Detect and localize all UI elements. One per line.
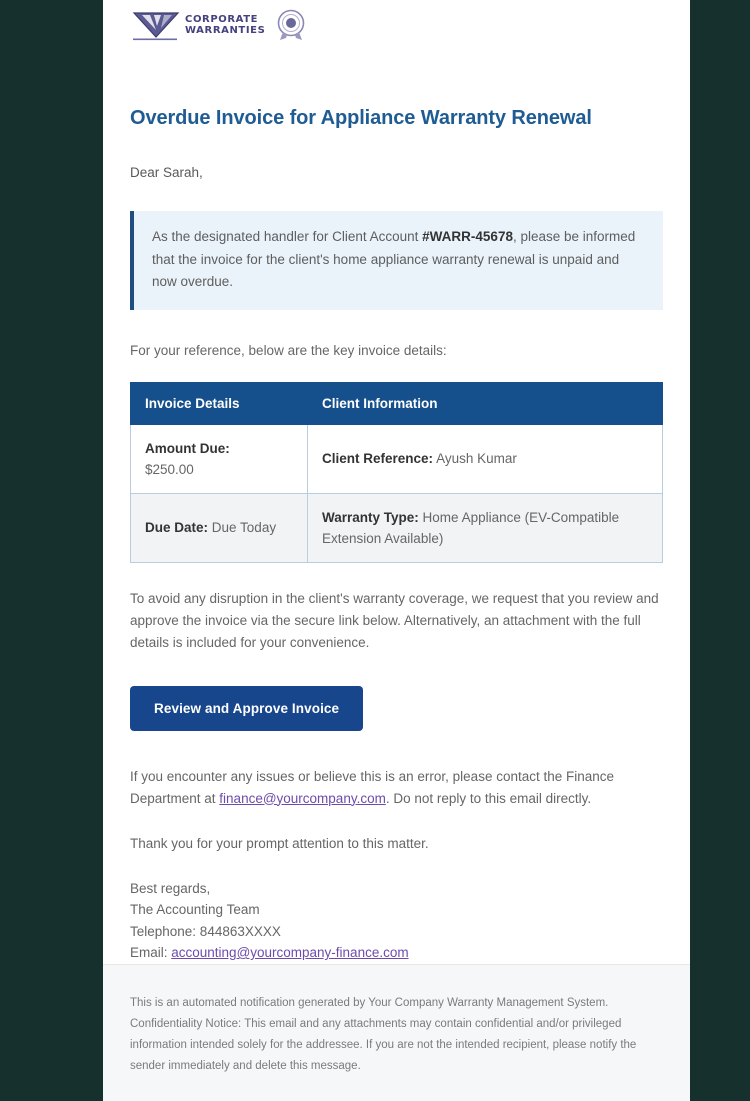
value-due-date: Due Today <box>211 520 277 535</box>
contact-paragraph <box>130 766 663 810</box>
page-title: Overdue Invoice for Appliance Warranty Renewal <box>130 107 592 129</box>
value-client-reference: Ayush Kumar <box>436 451 517 466</box>
table-row <box>131 424 663 493</box>
cell-due-date <box>131 493 308 562</box>
finance-email-link[interactable]: finance@yourcompany.com <box>219 790 386 806</box>
signature-block <box>130 878 663 964</box>
label-client-reference: Client Reference: <box>322 451 434 466</box>
signature-telephone: Telephone: 844863XXXX <box>130 923 281 939</box>
signature-team: The Accounting Team <box>130 902 260 917</box>
callout-text <box>152 226 645 294</box>
footer-disclaimer: This is an automated notification generated by Your Company Warranty Management System. Confidentiality Notice: This email and any attachments may contain confidential and/or privileged information intended solely for the addressee. If you are not the intended recipient, please notify the sender immediately and delete this message. <box>130 996 637 1072</box>
reference-intro: For your reference, below are the key invoice details: <box>130 342 447 358</box>
column-header-client-information: Client Information <box>308 382 663 424</box>
signature-closing: Best regards, <box>130 880 211 896</box>
diamond-w-logo-icon <box>130 8 182 42</box>
label-warranty-type: Warranty Type: <box>322 509 419 525</box>
email-card <box>103 0 690 1072</box>
accounting-email-link[interactable]: accounting@yourcompany-finance.com <box>171 945 409 960</box>
thanks-paragraph: Thank you for your prompt attention to this matter. <box>130 835 429 851</box>
account-callout <box>130 211 663 310</box>
greeting: Dear Sarah, <box>130 165 203 180</box>
value-amount-due: $250.00 <box>145 461 194 477</box>
cell-client-reference <box>308 424 663 493</box>
column-header-invoice-details: Invoice Details <box>131 382 308 424</box>
callout-suffix: , please be informed that the invoice for the client's home appliance warranty renewal is unpaid and now overdue. <box>152 229 636 289</box>
email-footer <box>103 964 690 1101</box>
table-body <box>131 424 663 562</box>
instructions-paragraph: To avoid any disruption in the client's warranty coverage, we request that you review and approve the invoice via the secure link below. Alternatively, an attachment with the full details is included for your convenience. <box>130 590 659 650</box>
table-row <box>131 493 663 562</box>
contact-prefix: If you encounter any issues or believe this is an error, please contact the Finance Department at <box>130 768 615 806</box>
cell-warranty-type <box>308 493 663 562</box>
brand-line-2: WARRANTIES <box>185 25 266 36</box>
contact-suffix: . Do not reply to this email directly. <box>385 790 592 806</box>
callout-prefix: As the designated handler for Client Account <box>152 229 423 244</box>
table-head <box>131 382 663 424</box>
certification-seal-icon <box>273 8 309 42</box>
brand-header <box>130 0 663 46</box>
review-and-approve-invoice-button[interactable]: Review and Approve Invoice <box>130 686 363 731</box>
value-warranty-type: Home Appliance (EV-Compatible Extension Available) <box>322 509 620 546</box>
label-amount-due: Amount Due: <box>145 440 230 456</box>
table-header-row <box>131 382 663 424</box>
cta-container <box>130 686 663 731</box>
label-due-date: Due Date: <box>145 520 209 535</box>
cell-amount-due <box>131 424 308 493</box>
email-body <box>103 0 690 964</box>
account-number: #WARR-45678 <box>422 229 513 244</box>
brand-line-1: CORPORATE <box>185 14 259 25</box>
signature-email-row <box>130 942 663 964</box>
brand-wordmark <box>185 14 265 36</box>
signature-email-label: Email: <box>130 945 172 960</box>
invoice-details-table <box>130 382 663 563</box>
